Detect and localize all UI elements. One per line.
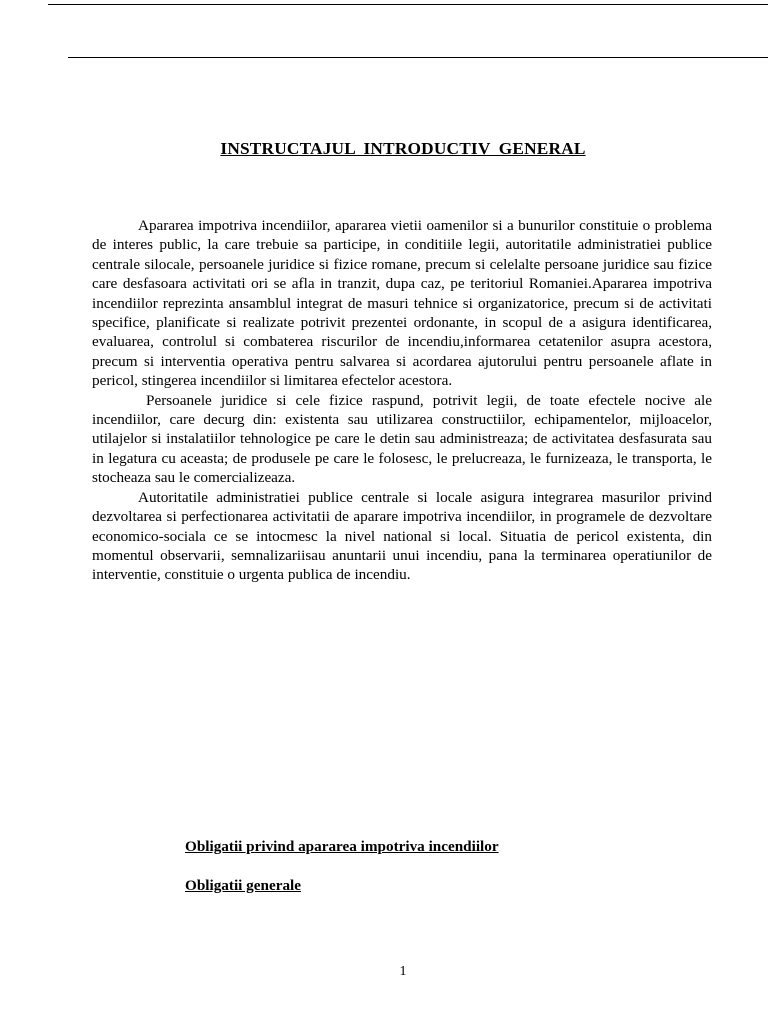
- page-number: 1: [399, 964, 407, 979]
- header-rule-top: [48, 4, 768, 5]
- document-body: [92, 216, 712, 585]
- document-title: INSTRUCTAJUL INTRODUCTIV GENERAL: [220, 139, 586, 158]
- paragraph-legal-responsibility: Persoanele juridice si cele fizice raspund, potrivit legii, de toate efectele nocive ale incendiilor, care decurg din: existenta sau utilizarea constructiilor, echipamentelor, mijloacelor, utilajelor si instalatiilor tehnologice pe care le detin sau administreaza; de activitatea desfasurata sau in legatura cu aceasta; de produsele pe care le folosesc, le prelucreaza, le furnizeaza, le transporta, le stocheaza sau le comercializeaza.: [92, 391, 712, 487]
- section-heading-fire-protection-obligations: Obligatii privind apararea impotriva incendiilor: [185, 838, 499, 855]
- section-heading-general-obligations: Obligatii generale: [185, 877, 301, 894]
- paragraph-fire-protection-definition: Apararea impotriva incendiilor, apararea vietii oamenilor si a bunurilor constituie o problema de interes public, la care trebuie sa participe, in conditiile legii, autoritatile administratiei publice centrale silocale, persoanele juridice si fizice romane, precum si celelalte persoane juridice sau fizice care desfasoara activitati ori se afla in tranzit, dupa caz, pe teritoriul Romaniei.Apararea impotriva incendiilor reprezinta ansamblul integrat de masuri tehnice si organizatorice, precum si de activitati specifice, planificate si realizate potrivit prezentei ordonante, in scopul de a asigura identificarea, evaluarea, controlul si combaterea riscurilor de incendiu,informarea cetatenilor asupra acestora, precum si interventia operativa pentru salvarea si acordarea ajutorului pentru persoanele aflate in pericol, stingerea incendiilor si limitarea efectelor acestora.: [92, 217, 712, 390]
- header-rule-second: [68, 57, 768, 58]
- paragraph-public-authorities: Autoritatile administratiei publice centrale si locale asigura integrarea masurilor privind dezvoltarea si perfectionarea activitatii de aparare impotriva incendiilor, in programele de dezvoltare economico-sociala ce se intocmesc la nivel national si local. Situatia de pericol existenta, din momentul observarii, semnalizariisau anuntarii unui incendiu, pana la terminarea operatiunilor de interventie, constituie o urgenta publica de incendiu.: [92, 488, 712, 584]
